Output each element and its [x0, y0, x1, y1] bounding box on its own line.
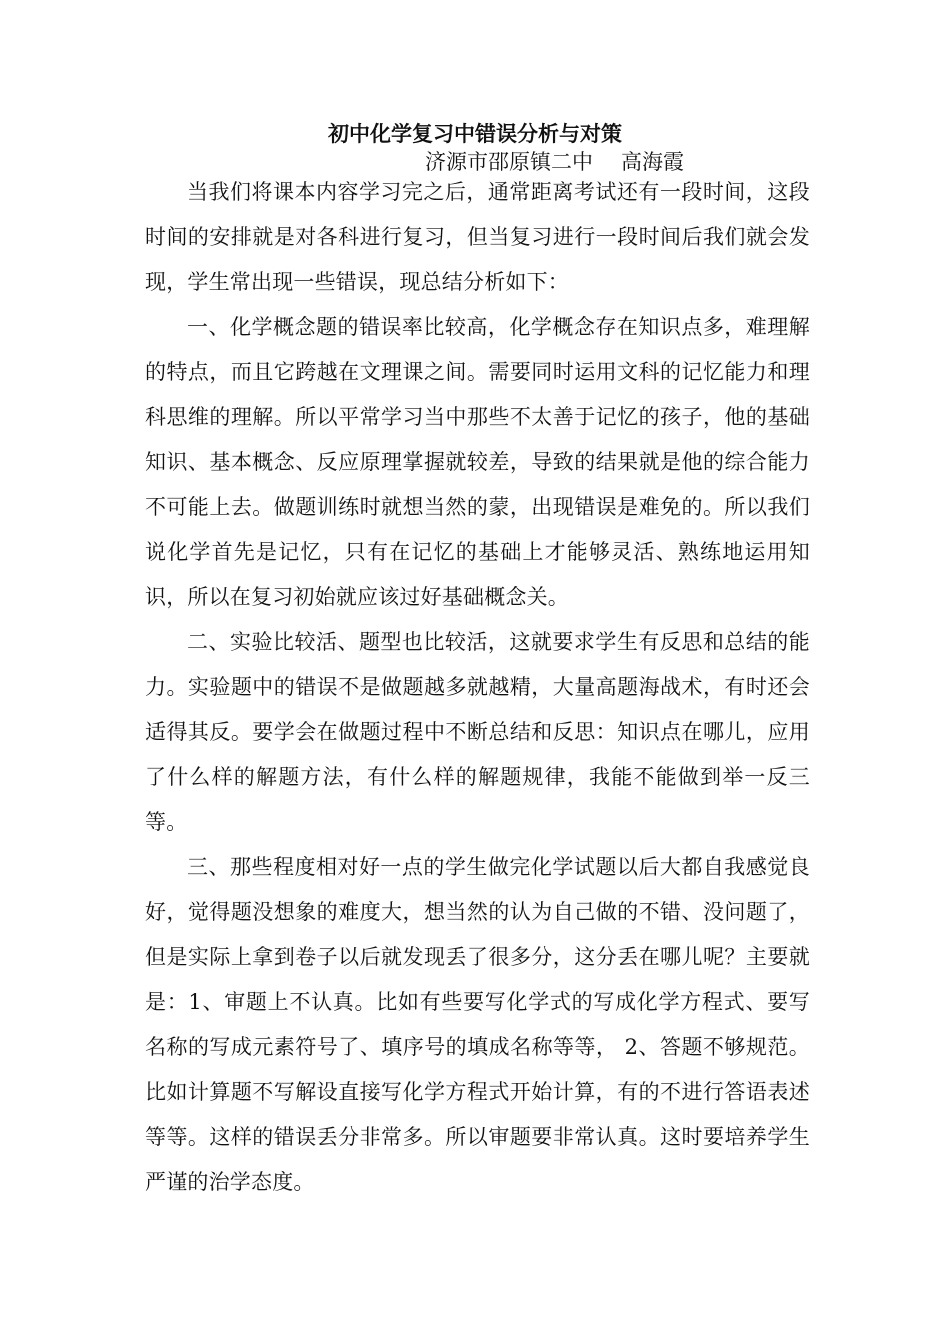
paragraph-point-1: 一、化学概念题的错误率比较高，化学概念存在知识点多，难理解的特点，而且它跨越在文理课之间。需要同时运用文科的记忆能力和理科思维的理解。所以平常学习当中那些不太善于记忆的孩子，他的基础知识、基本概念、反应原理掌握就较差，导致的结果就是他的综合能力不可能上去。做题训练时就想当然的蒙，出现错误是难免的。所以我们说化学首先是记忆，只有在记忆的基础上才能够灵活、熟练地运用知识，所以在复习初始就应该过好基础概念关。 [145, 315, 810, 609]
paragraph-point-2: 二、实验比较活、题型也比较活，这就要求学生有反思和总结的能力。实验题中的错误不是做题越多就越精，大量高题海战术，有时还会适得其反。要学会在做题过程中不断总结和反思：知识点在哪儿，应用了什么样的解题方法，有什么样的解题规律，我能不能做到举一反三等。 [145, 630, 810, 834]
paragraph-intro: 当我们将课本内容学习完之后，通常距离考试还有一段时间，这段时间的安排就是对各科进行复习，但当复习进行一段时间后我们就会发现，学生常出现一些错误，现总结分析如下： [145, 180, 810, 294]
paragraph-point-3: 三、那些程度相对好一点的学生做完化学试题以后大都自我感觉良好，觉得题没想象的难度大，想当然的认为自己做的不错、没问题了，但是实际上拿到卷子以后就发现丢了很多分，这分丢在哪儿呢？主要就是：1、审题上不认真。比如有些要写化学式的写成化学方程式、要写名称的写成元素符号了、填序号的填成名称等等， 2、答题不够规范。比如计算题不写解设直接写化学方程式开始计算，有的不进行答语表述等等。这样的错误丢分非常多。所以审题要非常认真。这时要培养学生严谨的治学态度。 [145, 855, 810, 1194]
document-body [145, 170, 810, 1205]
author-name: 高海霞 [621, 150, 684, 174]
affiliation: 济源市邵原镇二中 [425, 150, 593, 174]
document-title: 初中化学复习中错误分析与对策 [328, 121, 622, 146]
